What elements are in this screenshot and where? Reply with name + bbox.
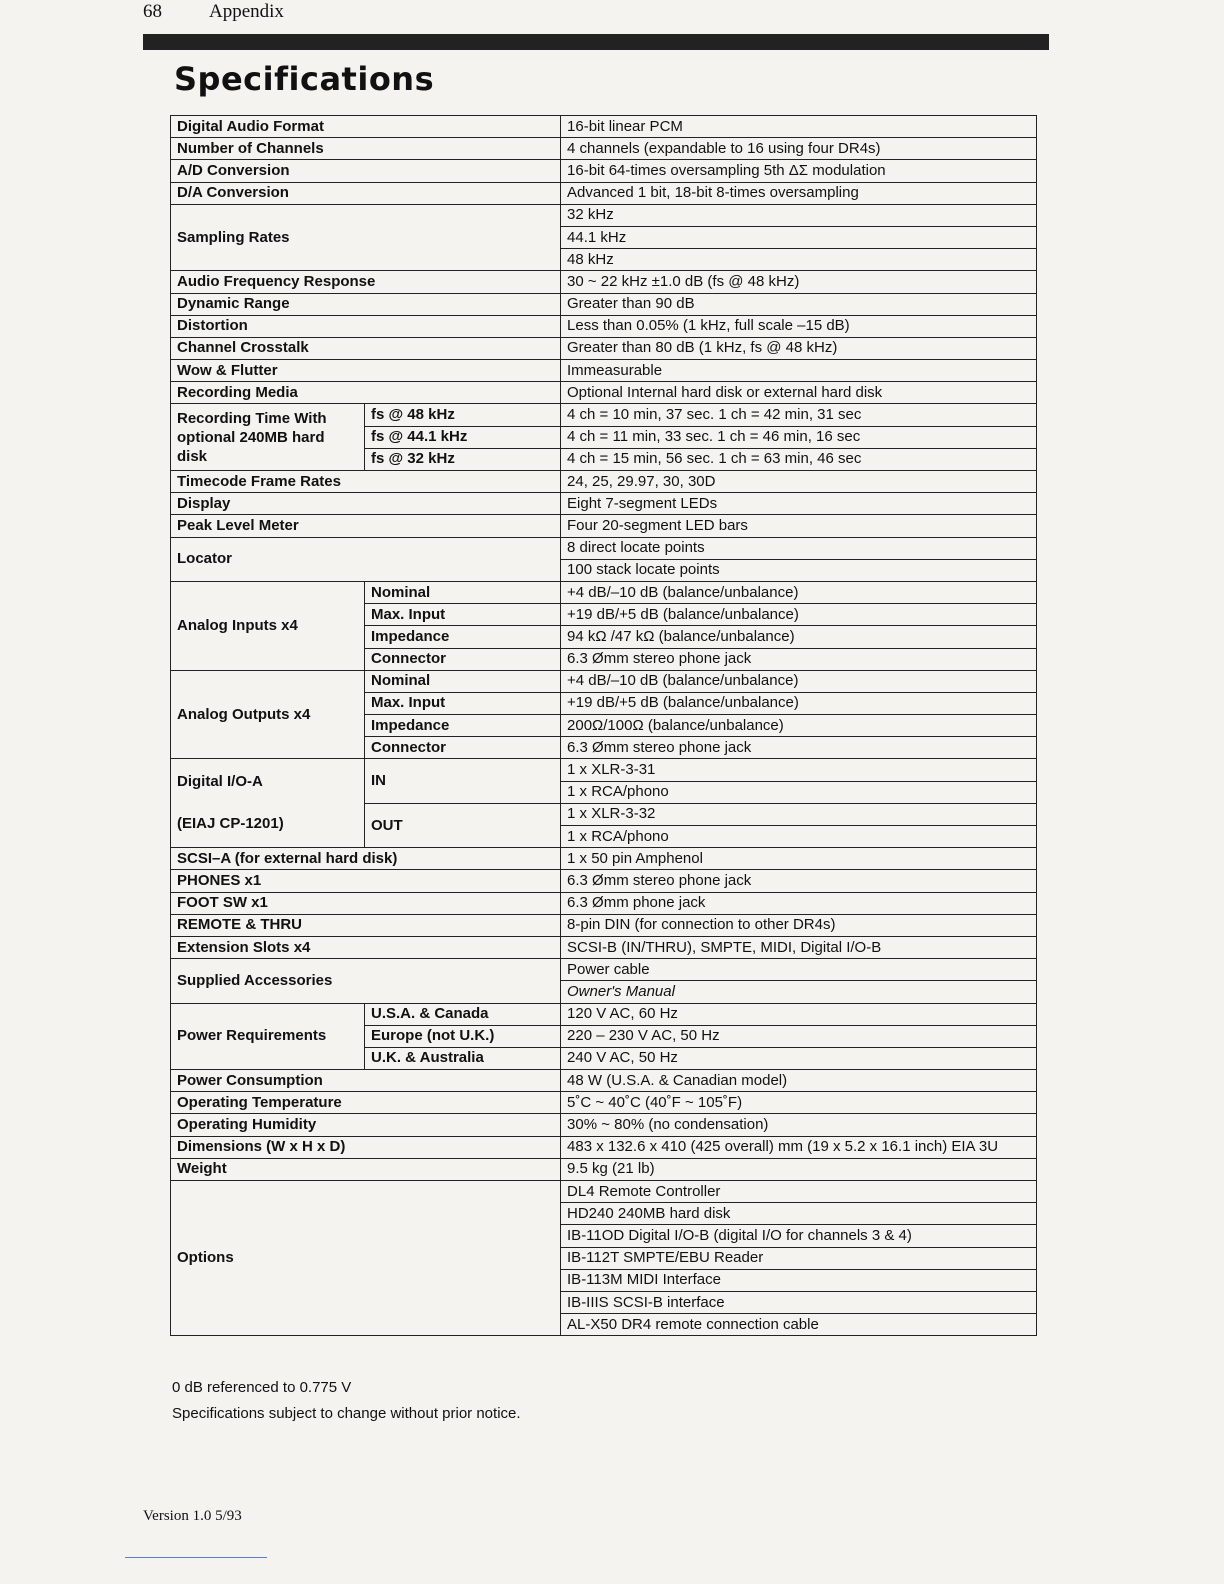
table-row: [171, 382, 1037, 404]
table-row: [171, 116, 1037, 138]
spec-value: 8 direct locate points: [561, 537, 1037, 559]
table-row: [171, 959, 1037, 981]
spec-value: 1 x RCA/phono: [561, 826, 1037, 848]
spec-label: [171, 759, 365, 848]
scan-mark: [125, 1557, 267, 1558]
table-row: [171, 315, 1037, 337]
spec-value: IB-113M MIDI Interface: [561, 1269, 1037, 1291]
spec-value: 483 x 132.6 x 410 (425 overall) mm (19 x 5.2 x 16.1 inch) EIA 3U: [561, 1136, 1037, 1158]
spec-value: 94 kΩ /47 kΩ (balance/unbalance): [561, 626, 1037, 648]
spec-label: Dimensions (W x H x D): [171, 1136, 561, 1158]
spec-value: Owner's Manual: [561, 981, 1037, 1003]
spec-value: HD240 240MB hard disk: [561, 1203, 1037, 1225]
spec-value: 8-pin DIN (for connection to other DR4s): [561, 914, 1037, 936]
table-row: [171, 1003, 1037, 1025]
note-disclaimer: Specifications subject to change without prior notice.: [172, 1405, 521, 1422]
table-row: [171, 1092, 1037, 1114]
table-row: [171, 759, 1037, 781]
spec-label: Channel Crosstalk: [171, 337, 561, 359]
spec-label: SCSI–A (for external hard disk): [171, 848, 561, 870]
spec-value: 1 x XLR-3-32: [561, 803, 1037, 825]
spec-value: 4 ch = 15 min, 56 sec. 1 ch = 63 min, 46 sec: [561, 448, 1037, 470]
spec-label-line: (EIAJ CP-1201): [177, 815, 284, 833]
version-footer: Version 1.0 5/93: [143, 1508, 242, 1524]
spec-label: Audio Frequency Response: [171, 271, 561, 293]
header-rule: [143, 34, 1049, 50]
spec-sublabel: Connector: [365, 737, 561, 759]
spec-label: Digital Audio Format: [171, 116, 561, 138]
table-row: [171, 493, 1037, 515]
spec-label: Analog Inputs x4: [171, 581, 365, 670]
spec-value: Four 20-segment LED bars: [561, 515, 1037, 537]
table-row: [171, 936, 1037, 958]
spec-value: 120 V AC, 60 Hz: [561, 1003, 1037, 1025]
table-row: [171, 1136, 1037, 1158]
table-row: [171, 892, 1037, 914]
spec-value: 32 kHz: [561, 204, 1037, 226]
spec-value: Immeasurable: [561, 360, 1037, 382]
spec-value: 30% ~ 80% (no condensation): [561, 1114, 1037, 1136]
spec-label: Wow & Flutter: [171, 360, 561, 382]
spec-label: Number of Channels: [171, 138, 561, 160]
spec-sublabel: Impedance: [365, 626, 561, 648]
spec-label-line: Digital I/O-A: [177, 773, 263, 791]
page-header: [143, 0, 284, 28]
spec-label: Power Consumption: [171, 1070, 561, 1092]
spec-value: 4 ch = 11 min, 33 sec. 1 ch = 46 min, 16 sec: [561, 426, 1037, 448]
spec-value: 48 W (U.S.A. & Canadian model): [561, 1070, 1037, 1092]
spec-value: Eight 7-segment LEDs: [561, 493, 1037, 515]
table-row: [171, 293, 1037, 315]
spec-sublabel: fs @ 44.1 kHz: [365, 426, 561, 448]
spec-value: SCSI-B (IN/THRU), SMPTE, MIDI, Digital I/O-B: [561, 936, 1037, 958]
spec-value: 5˚C ~ 40˚C (40˚F ~ 105˚F): [561, 1092, 1037, 1114]
table-row: [171, 337, 1037, 359]
spec-value: 6.3 Ømm stereo phone jack: [561, 870, 1037, 892]
spec-value: Power cable: [561, 959, 1037, 981]
spec-value: +19 dB/+5 dB (balance/unbalance): [561, 604, 1037, 626]
spec-value: AL-X50 DR4 remote connection cable: [561, 1314, 1037, 1336]
spec-value: Advanced 1 bit, 18-bit 8-times oversampling: [561, 182, 1037, 204]
spec-sublabel: U.S.A. & Canada: [365, 1003, 561, 1025]
spec-sublabel: IN: [365, 759, 561, 803]
table-row: [171, 360, 1037, 382]
spec-label: Options: [171, 1181, 561, 1336]
table-row: [171, 537, 1037, 559]
spec-sublabel: OUT: [365, 803, 561, 847]
spec-sublabel: Nominal: [365, 581, 561, 603]
spec-sublabel: Max. Input: [365, 692, 561, 714]
spec-sublabel: Nominal: [365, 670, 561, 692]
spec-value: IB-IIIS SCSI-B interface: [561, 1291, 1037, 1313]
spec-label: FOOT SW x1: [171, 892, 561, 914]
spec-value: 4 channels (expandable to 16 using four DR4s): [561, 138, 1037, 160]
spec-value: 30 ~ 22 kHz ±1.0 dB (fs @ 48 kHz): [561, 271, 1037, 293]
note-reference: 0 dB referenced to 0.775 V: [172, 1379, 352, 1396]
table-row: [171, 271, 1037, 293]
spec-label: Timecode Frame Rates: [171, 471, 561, 493]
spec-label: Extension Slots x4: [171, 936, 561, 958]
table-row: [171, 160, 1037, 182]
spec-value: Greater than 80 dB (1 kHz, fs @ 48 kHz): [561, 337, 1037, 359]
table-row: [171, 914, 1037, 936]
spec-label: Operating Temperature: [171, 1092, 561, 1114]
table-row: [171, 182, 1037, 204]
spec-label: Sampling Rates: [171, 204, 561, 271]
spec-label: Peak Level Meter: [171, 515, 561, 537]
spec-label: PHONES x1: [171, 870, 561, 892]
spec-value: 1 x RCA/phono: [561, 781, 1037, 803]
spec-value: 200Ω/100Ω (balance/unbalance): [561, 715, 1037, 737]
spec-value: 16-bit linear PCM: [561, 116, 1037, 138]
spec-label: Dynamic Range: [171, 293, 561, 315]
spec-sublabel: fs @ 32 kHz: [365, 448, 561, 470]
spec-label: Recording Time With optional 240MB hard disk: [171, 404, 365, 471]
spec-label: Weight: [171, 1158, 561, 1180]
page-title: Specifications: [174, 60, 435, 98]
spec-value: +19 dB/+5 dB (balance/unbalance): [561, 692, 1037, 714]
spec-label: Analog Outputs x4: [171, 670, 365, 759]
spec-table: [170, 115, 1037, 1336]
spec-sublabel: Impedance: [365, 715, 561, 737]
spec-value: DL4 Remote Controller: [561, 1181, 1037, 1203]
table-row: [171, 204, 1037, 226]
table-row: [171, 138, 1037, 160]
table-row: [171, 870, 1037, 892]
spec-value: 4 ch = 10 min, 37 sec. 1 ch = 42 min, 31 sec: [561, 404, 1037, 426]
spec-label: Supplied Accessories: [171, 959, 561, 1003]
spec-sublabel: Max. Input: [365, 604, 561, 626]
spec-value: +4 dB/–10 dB (balance/unbalance): [561, 581, 1037, 603]
spec-sublabel: U.K. & Australia: [365, 1047, 561, 1069]
spec-sublabel: fs @ 48 kHz: [365, 404, 561, 426]
spec-label: Operating Humidity: [171, 1114, 561, 1136]
spec-value: 48 kHz: [561, 249, 1037, 271]
table-row: [171, 670, 1037, 692]
spec-value: +4 dB/–10 dB (balance/unbalance): [561, 670, 1037, 692]
spec-value: Greater than 90 dB: [561, 293, 1037, 315]
spec-label: Distortion: [171, 315, 561, 337]
table-row: [171, 515, 1037, 537]
spec-label: Recording Media: [171, 382, 561, 404]
spec-label: Power Requirements: [171, 1003, 365, 1070]
spec-label: REMOTE & THRU: [171, 914, 561, 936]
spec-value: 9.5 kg (21 lb): [561, 1158, 1037, 1180]
spec-value: 240 V AC, 50 Hz: [561, 1047, 1037, 1069]
table-row: [171, 1070, 1037, 1092]
spec-label: Display: [171, 493, 561, 515]
spec-sublabel: Connector: [365, 648, 561, 670]
spec-value: 100 stack locate points: [561, 559, 1037, 581]
spec-value: 16-bit 64-times oversampling 5th ΔΣ modulation: [561, 160, 1037, 182]
spec-value: 1 x 50 pin Amphenol: [561, 848, 1037, 870]
table-row: [171, 848, 1037, 870]
spec-value: 1 x XLR-3-31: [561, 759, 1037, 781]
spec-label: Locator: [171, 537, 561, 581]
spec-value: 6.3 Ømm phone jack: [561, 892, 1037, 914]
table-row: [171, 471, 1037, 493]
section-name: Appendix: [209, 1, 284, 22]
table-row: [171, 1114, 1037, 1136]
spec-value: 24, 25, 29.97, 30, 30D: [561, 471, 1037, 493]
table-row: [171, 1158, 1037, 1180]
spec-value: 220 – 230 V AC, 50 Hz: [561, 1025, 1037, 1047]
table-row: [171, 581, 1037, 603]
page-number: 68: [143, 1, 162, 22]
spec-sublabel: Europe (not U.K.): [365, 1025, 561, 1047]
spec-value: 44.1 kHz: [561, 226, 1037, 248]
spec-value: Less than 0.05% (1 kHz, full scale –15 dB): [561, 315, 1037, 337]
spec-value: 6.3 Ømm stereo phone jack: [561, 737, 1037, 759]
spec-value: IB-11OD Digital I/O-B (digital I/O for channels 3 & 4): [561, 1225, 1037, 1247]
spec-label: D/A Conversion: [171, 182, 561, 204]
table-row: [171, 1181, 1037, 1203]
spec-value: Optional Internal hard disk or external hard disk: [561, 382, 1037, 404]
spec-value: 6.3 Ømm stereo phone jack: [561, 648, 1037, 670]
spec-label: A/D Conversion: [171, 160, 561, 182]
table-row: [171, 404, 1037, 426]
spec-value: IB-112T SMPTE/EBU Reader: [561, 1247, 1037, 1269]
